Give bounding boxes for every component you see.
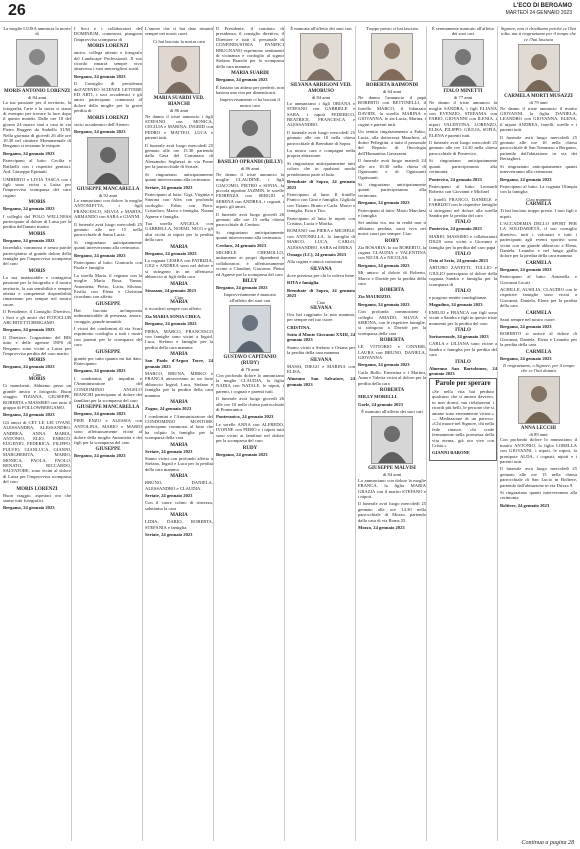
- portrait-icon: [88, 138, 128, 184]
- condolence-date: Bergamo, 24 gennaio 2023: [3, 364, 55, 370]
- condolence-name: MORIS: [28, 358, 46, 364]
- parole-per-sperare-box: [429, 378, 497, 460]
- condolence-text: Siamo vicini con profondo affetto a Stefano, Ingrid e Luca per la perdita della cara mamma: [145, 455, 213, 472]
- column-divider: [355, 26, 356, 841]
- portrait-icon: [230, 111, 270, 157]
- deceased-age: di 86 anni: [169, 108, 189, 114]
- condolence-date: Seriate, 24 gennaio 2023: [145, 532, 193, 537]
- issue-date: MARTEDÌ 24 GENNAIO 2023: [505, 10, 572, 16]
- column-divider: [213, 26, 214, 841]
- deceased-age: di 76 anni: [240, 367, 260, 373]
- obituary-text: Il funerale avrà luogo mercoledì 25 gennaio alle ore 14.30 nella parrocchiale di Mozzo, partendo dalla casa di via Roma 25.: [358, 501, 426, 523]
- obituary-column-4: [216, 26, 284, 844]
- condolence-name: ROBY: [384, 238, 400, 244]
- obituary-date: Boltiere, 24 gennaio 2023: [500, 502, 550, 508]
- condolence-name: ROBERTA: [379, 388, 405, 394]
- obituary-text: Si ringraziano quanti interverranno alla cerimonia.: [500, 489, 577, 501]
- obituary-text: Con profondo dolore lo annunciano la moglie CLAUDIA, la figlia NADIA con NATALE, le nipoti, i parenti, i cognati e parenti tutti.: [216, 372, 284, 394]
- deceased-name: CARMELA MORTI MUSAZZI: [504, 94, 573, 100]
- condolence-name: MARIA: [170, 442, 188, 448]
- deceased-name: MORIS ANTONIO LORENZI: [3, 88, 71, 94]
- condolence-text: Zia ROSARIA, lo zio ROBERTO, la cugina CLAUDIA e VALENTINA con NICOLA e NICOLAS.: [358, 244, 426, 261]
- obituary-date: Mozzo, 24 gennaio 2023: [358, 524, 405, 530]
- obituary-text: Lo annunciano con dolore la moglie ANTONIETTA, i figli FRANCESCO, SILVIA e MARTA, ARMANDO con SARA e GIANNI.: [74, 197, 142, 220]
- announcement-intro: Improvvisamente ci ha lasciati il nostro caro: [220, 97, 280, 108]
- obituary-date: Credaro, 24 gennaio 2023: [216, 242, 267, 248]
- condolence-name: MORIS LORENZI: [16, 486, 58, 492]
- condolence-text: Ciao: [316, 300, 326, 306]
- obituary-column-2: [74, 26, 142, 844]
- condolence-signature: RITA e famiglia.: [287, 280, 320, 286]
- condolence-text: La sorella Maria, il cognato con la moglie Maria Rosa, Vanna, Antonietta, Pietro, Lucia, Silvana, Ersilia con Elena e Christian ricordano con affetto: [74, 272, 142, 300]
- condolence-text: ti ricorderò sempre con affetto.: [145, 306, 202, 312]
- condolence-text: Il Presidente, il comitato di presidenza, il consiglio direttivo, il Direttore e tutti il personale di CONFINDUSTRIA PANIFICI BRUGNANO esprimono sentimenti di vicinanza e cordoglio al signor Stefano Bianchi per la scomparsa della cara mamma: [216, 26, 284, 69]
- condolence-name: CARMELA: [525, 349, 552, 355]
- obituary-text: Il funerale avrà luogo martedì 24 alle ore 10.30 nella chiesa di Ognissanti e di Ognissanti Ognissanti.: [358, 158, 426, 180]
- obituary-date: Brembate di Sopra, 24 gennaio 2023: [287, 179, 355, 190]
- condolence-name: SILVANA: [310, 305, 332, 311]
- condolence-name: MARIA: [170, 513, 188, 519]
- condolence-text: e porgono sentite condoglianze.: [429, 295, 488, 300]
- deceased-age: di 84 anni: [382, 472, 402, 478]
- deceased-age: di 86 anni: [240, 166, 260, 172]
- condolence-text: ROBERTO si unisce al dolore di Giovanni, Daniela, Elena e Leandro per la perdita della cara: [500, 331, 577, 348]
- page-header: [0, 0, 580, 22]
- condolence-name: SILVANA: [310, 357, 332, 363]
- page-number: 26: [8, 2, 26, 19]
- obituary-text: Ne danno il triste annuncio la moglie CLAUDINE, i figli GIACOMO, PIETRO e SONIA, la piccola nipotine JAZMIN, le sorelle FIORENZA con SERGIO e SERENA con ANDREA, i cognati, i nipoti, gli amici.: [216, 171, 284, 210]
- obituary-verse: L'amore che ci hai dato rimarrà sempre nei nostri cuori.: [145, 26, 213, 37]
- condolence-date: San Paolo d'Argon Torre, 24 gennaio 2023: [145, 358, 213, 369]
- condolence-text: I colleghi del POLO WELLNESS partecipano al dolore di Luisa per la perdita dell'amato marito: [3, 213, 71, 230]
- newspaper-name: L'ECO DI BERGAMO: [513, 3, 572, 9]
- condolence-date: Stezzano, 24 gennaio 2023: [145, 287, 197, 293]
- condolence-name: ROBERTA: [379, 288, 405, 294]
- portrait-photo: [229, 110, 271, 158]
- condolence-date: Bergamo, 24 gennaio 2023: [3, 327, 55, 333]
- portrait-photo: [371, 33, 413, 81]
- obituary-text: Il funerale avrà luogo mercoledì 25 gennaio alle ore 10 nella chiesa parrocchiale di San Tommaso a Bergamo, partendo dall'abitazione in via dei Bersaglieri.: [500, 134, 577, 162]
- condolence-date: Zogno, 24 gennaio 2023: [145, 406, 192, 412]
- obituary-column-8: [500, 26, 577, 831]
- condolence-date: Sotto il Monte Giovanni XXIII, 24 gennaio 2023: [287, 332, 355, 343]
- obituary-text: Il funerale avrà luogo giovedì 26 alle ore 10 nella chiesa parrocchiale di Ponteranica.: [216, 396, 284, 413]
- condolence-date: Orio al Serio, 24 gennaio 2023: [429, 257, 488, 263]
- condolence-text: MICHELE CHEMOLLO, unitamente ai propri dipendenti e collaboratori, è affettuosamente vicino a Claudine, Giacomo, Pietra ed Agnese per la scomparsa del caro: [216, 249, 284, 277]
- condolence-date: Bergamo, 24 gennaio 2023: [358, 301, 410, 307]
- condolence-date: Seriate, 24 gennaio 2023: [145, 492, 193, 498]
- condolence-text: Con profonda commozione i colleghi AMADO, SILVIA e SIMONA, con le rispettive famiglie, si stringono a Davide per la scomparsa della cara: [358, 309, 426, 336]
- condolence-text: grande per tutto quanto mi hai dato. Partecipano:: [74, 355, 142, 367]
- condolence-date: Pontevico, 24 gennaio 2023: [429, 226, 482, 232]
- condolence-date: Almenno San Salvatore, 24 gennaio 2023: [287, 376, 355, 387]
- condolence-list: Partecipano al lutto: Il fratello Franco con Gino e famiglia. Gigliola con Tiziano. Bruno e Carla. Marco e famiglia. Ezio e Tito.: [287, 191, 355, 214]
- obituary-text: Si ringraziano anticipatamente quanti interverranno alla cerimonia.: [145, 171, 213, 183]
- condolence-text: I condomini, gli inquilini e l'Amministratore del CONDOMINIO ANGELO BIANCHI partecipano al dolore dei familiari per la scomparsa del caro: [74, 375, 142, 403]
- portrait-photo: [158, 46, 200, 94]
- condolence-date: Bergamo, 24 gennaio 2023: [74, 453, 126, 459]
- obituary-text: Con profondo dolore lo annunciano il marito ANTONIO, la figlia LORELLA con GIOVANNI, i nipoti, le nipoti, la pronipote ALDA, i cognati, nipoti e i parenti tutti.: [500, 437, 577, 464]
- condolence-text: BRUNO, DANIELA, ALESSANDRO e CLAUDIA.: [145, 480, 213, 491]
- condolence-list: Partecipano al lutto: Mario Marchesi e famiglia: [358, 207, 426, 218]
- condolence-date: Bergamo, 24 gennaio 2023: [3, 412, 55, 418]
- condolence-text: socio accademico dell'Ateneo.: [74, 121, 130, 127]
- condolence-text: Sarai sempre nel nostro cuore.: [500, 316, 556, 322]
- condolence-text: MARIO, MASSIMO e collaboratori DIGIS sono vicini a Giovanni e famiglia per la perdita del caro papà: [429, 233, 497, 250]
- condolence-date: Bergamo, 24 gennaio 2023: [500, 266, 552, 272]
- condolence-text: LE VITTORIO e CINNERI, LAURA con BRUNO, DANIELA, GIOVANNA: [358, 344, 426, 361]
- condolence-text: PIERA, MARCO, FRANCESCO con famiglie sono vicini a Ingrid, Luca, Stefano e famiglie per la perdita della cara mamma: [145, 328, 213, 350]
- column-divider: [71, 26, 72, 841]
- condolence-text: Sei andata via, ma in realtà non ti abbiamo perduta, sarai viva nei nostri cuori per sempre. Ciao: [358, 220, 426, 237]
- condolence-name: SILVANA: [310, 266, 332, 272]
- condolence-name: MARIA: [170, 400, 188, 406]
- condolence-text: MARCO, BRUNA, MIRKO e FRANCA attraversano in un forte abbraccio Ingrid, Luca, Stefano e famiglia per la perdita della cara mamma: [145, 371, 213, 398]
- condolence-date: Bergamo, 24 gennaio 2023: [500, 355, 552, 361]
- masthead: [506, 3, 572, 17]
- deceased-name: MARIA SUARDI VED. BIANCHI: [153, 96, 205, 108]
- condolence-name: MORIS: [28, 377, 46, 383]
- obituary-column-3: [145, 26, 213, 844]
- condolence-signature: CRISTINA.: [287, 324, 311, 330]
- condolence-text: Ora hai raggiunto la mia mamma, per sempre nel tuo cuore.: [287, 311, 355, 323]
- condolence-name: ROBERTA: [379, 338, 405, 344]
- parole-text: «Se nella vita hai perduto qualcuno che ti amava davvero, tu non dormi, ma rielaborerai i ricordi più belli, le persone che si amano sono eternamente vicine.» — Meditazione di un parroco. «Chi muore nel Signore, chi nella fede rinasce, chi crede fermamente nella promessa della vita eterna, già ora vive con Cristo.»: [432, 388, 495, 448]
- obituary-text: Si ringraziano anticipatamente tutti coloro che in qualsiasi modo prenderanno parte al lutto.: [287, 160, 355, 177]
- condolence-date: Bergamo, 24 gennaio 2023: [74, 410, 126, 416]
- condolence-list: Partecipano al lutto: La cognata Olimpia con la famiglia: [500, 183, 577, 195]
- condolence-name: MARIA SUARDI: [231, 71, 269, 77]
- obituary-text: Si ringraziano anticipatamente quanti interverranno alla cerimonia.: [216, 229, 284, 241]
- deceased-age: di 79 anni: [529, 100, 548, 106]
- condolence-name: ITALO: [455, 251, 471, 257]
- parole-title: Parole per sperare: [435, 379, 491, 388]
- condolence-name: ITALO: [455, 328, 471, 334]
- obituary-date: Ponteranica, 24 gennaio 2023: [216, 414, 274, 420]
- portrait-photo: [87, 137, 129, 185]
- obituary-text: Si ringraziano anticipatamente quanti parteciperanno alla cerimonia.: [358, 181, 426, 198]
- condolence-text: CARLA e LILIANA sono vicine a Sandra e famiglia per la perdita del caro: [429, 341, 497, 358]
- announcement-intro: È serenamente mancato all'affetto dei suoi cari: [431, 26, 495, 37]
- condolence-text: ACHILLE, AUSILIA, CLAUDIO con le rispettive famiglie sono vicini a Giovanni, Daniela, Elena per la perdita della cara: [500, 287, 577, 309]
- condolence-text: Mi unisco al dolore di Roberto, Marco e Davide per la perdita della cara: [358, 270, 426, 286]
- deceased-name: GUSTAVO CAPITANIO (RUDY): [223, 355, 277, 367]
- obituary-text: Il funerale avrà luogo mercoledì 25 gennaio alle ore 15 nella chiesa parrocchiale di San Lucio in Boltiere, partendo dall'abitazione in via Drizza 9.: [500, 466, 577, 488]
- portrait-photo: [229, 305, 271, 353]
- condolence-text: UMBERTO e LIVIA TASCA con i figli sono vicini a Luisa per l'improvvisa scomparsa del caro cugino: [3, 176, 71, 198]
- condolence-date: Osnago (LC), 24 gennaio 2023: [287, 251, 347, 257]
- obituary-text: Ne danno il triste annuncio i figli STEFANO con MONICA, CECILIA e MARINA, INGRID con PEDRO e MATTEO, LUCA e parenti tutti.: [145, 113, 213, 141]
- obituary-text: Il funerale avrà luogo mercoledì 25 gennaio alle ore 14.30 nella chiesa parrocchiale di Pontevico.: [429, 140, 497, 156]
- parole-signature: GIANNI BARONE: [432, 450, 470, 456]
- condolence-name: RUDY: [242, 445, 258, 451]
- condolence-name: CARMELA: [525, 310, 552, 316]
- obituary-column-5: [287, 26, 355, 844]
- deceased-name: ROBERTA RAIMONDI: [365, 83, 419, 89]
- condolence-text: Il Direttore, l'organismo del BIS tutto e delle agenzie INPS di Bergamo sono vicini a Luisa per l'improvvisa perdita del caro marito: [3, 334, 71, 357]
- obituary-date: Seriate, 24 gennaio 2023: [145, 184, 193, 190]
- condolence-text: Il Consiglio di presidenza dell'ATENEO SCIENZE LETTERE ED ARTI, i soci accademici e gli amici partecipano commossi al dolore della moglie per la grave perdita di: [74, 81, 142, 114]
- condolence-name: BILLY: [242, 279, 258, 284]
- condolence-date: Bergamo, 24 gennaio 2023: [216, 285, 268, 290]
- condolence-signature: Zio MAURIZIO.: [358, 294, 392, 300]
- condolence-text: ARTURO ZANETTI, TULLIO e GIULIO partecipano al dolore della cognata Sandra e famiglia per la scomparsa di: [429, 265, 497, 287]
- condolence-name: MORIS: [28, 268, 46, 274]
- condolence-name: MORIS LORENZI: [87, 115, 129, 121]
- condolence-text: I vicini dei condomini di via Scuri esprimono cordoglio a tutti i nostri con parenti per la scomparsa del caro: [74, 326, 142, 348]
- portrait-photo: [518, 44, 560, 92]
- obituary-text: La nostra cara e compagna nella propria abitazione.: [287, 148, 355, 159]
- deceased-name: BASILIO OPRANDI (BILLY): [217, 160, 283, 166]
- condolence-name: MORIS: [28, 200, 46, 206]
- condolence-text: Gli amici di CET LE LEI OVANI, ALESSANDRA, ALESSANDRO, ANDREA, ANNA MARIA, ANTONIO, ELIO, ENRICO, EUGENIO, FEDERICA, FILIPPO, FULVIO, GIANLUCA, GIANNI, MARGHERITA, MARIO, MONICA, PAOLA, PAOLO, RENATO, RICCARDO, SALVATORE, sono vicini al dolore di Luisa per l'improvvisa scomparsa del caro: [3, 419, 71, 485]
- condolence-name: GIUSEPPE: [95, 301, 121, 307]
- condolence-list: Partecipano al lutto: Gigi, Virginia e Simona con Alex con profondo cordoglio. Fabio con Piera. Cristoforo, Marco e famiglia. Nonna Agnese e famiglia.: [145, 191, 213, 219]
- condolence-text: Siamo vicini a Stefano e Oriana per la perdita della cara mamma: [287, 344, 355, 356]
- deceased-name: GIUSEPPE MANCARELLA: [76, 186, 140, 192]
- condolence-name: CARMELA: [525, 202, 552, 208]
- condolence-date: Bergamo, 24 gennaio 2023: [358, 362, 410, 368]
- condolence-text: Alla cugina e amica carissima: [287, 259, 343, 265]
- portrait-icon: [519, 377, 559, 423]
- obituary-text: Si ringraziano anticipatamente quanti interverranno alla cerimonia.: [74, 239, 142, 251]
- condolence-text: Con il cuore colmo di tristezza, salutiamo la cara: [145, 500, 213, 511]
- obituary-text: Si ringraziano anticipatamente quanti parteciperanno alla cerimonia.: [429, 158, 497, 175]
- condolence-date: Sorisoreasole, 24 gennaio 2023: [429, 334, 489, 340]
- deceased-name: SILVANA ARRIGONI VED. AMORUSO: [290, 83, 352, 95]
- obituary-verse: Signore, non ti chiediamo perché ce l'hai tolta, ma ti ringraziamo per il tempo che ce l'hai lasciata: [500, 26, 577, 42]
- column-divider: [426, 26, 427, 841]
- obituary-text: Ne danno l'annuncio il papà ROBERTO con BETTINELLI, il fratello MARCO, il fidanzato DAVIDE, la sorella MARINA e GIOVANNA, le zie Lucia, Marina, i cugini e parenti tutti.: [358, 94, 426, 127]
- portrait-icon: [301, 34, 341, 80]
- condolence-date: Bergamo, 24 gennaio 2023: [216, 451, 268, 457]
- condolence-list: Partecipano al lutto: Cecilia e Raffaelli con i rispettivi genitori. Ard. Giuseppe Epimatti: [3, 158, 71, 175]
- condolence-text: La cognata CESIRA con PATRIZIA, GIGI e ANDREA sono nel dolore e si stringono in un affettuoso abbraccio ai figli della cara: [145, 257, 213, 280]
- condolence-date: Bergamo, 24 gennaio 2023: [216, 77, 268, 83]
- condolence-name: MORIS LORENZI: [87, 44, 129, 50]
- obituary-date: Bergamo, 24 gennaio 2023: [3, 150, 55, 156]
- condolence-name: MORIS: [28, 231, 46, 237]
- condolence-name: GIUSEPPE: [95, 447, 121, 453]
- condolence-text: L'ACCADEMIA DELLO SPORT PER LA SOLIDARIETÀ, il suo consiglio direttivo, tutti i volontari e tutti i partecipanti agli eventi sportivi sono vicini con un grande abbraccio a Elena, Daniela, Leandro e nel lungo giallo dolore per la perdita della cara mamma: [500, 220, 577, 259]
- condolence-text: Incredulii, commossi e senza parole partecipiamo al grande dolore della famiglia per l'improvvisa scomparsa del caro: [3, 245, 71, 267]
- condolence-text: Ti hai lasciato troppo presto. I tuoi figli e nipoti.: [500, 208, 577, 219]
- condolence-date: Gorle, 24 gennaio 2023: [358, 401, 403, 407]
- obituary-text: Ne danno il triste annuncio il marito GIOVANNI, la figlia DANIELA, LEANDRO con GIOVANNA, ELENA, il nipote ANDREA, fratelli, sorelle e i parenti tutti.: [500, 105, 577, 133]
- obituary-column-1: [3, 26, 71, 844]
- condolence-date: Bergamo, 24 gennaio 2023: [3, 505, 55, 511]
- obituary-text: Il funerale avrà luogo mercoledì 25 gennaio alle ore 10 nella chiesa parrocchiale di Brembate di Sopra.: [287, 129, 355, 146]
- condolence-name: ITALO: [455, 289, 471, 294]
- column-divider: [284, 26, 285, 841]
- condolence-list: Partecipano al lutto: Antonella e Giovanni Locati: [500, 274, 577, 285]
- obituary-text: Il funerale avrà luogo mercoledì 25 gennaio alle ore 15.30 partendo dalla Casa del Commiato di Alessandro Seghezzi in via Ponte per la parrocchiale di Seriate.: [145, 142, 213, 170]
- condolence-text: PIER ENZO e ALESSIA con ANTOLINA, MARIO e MARIO sono affettuosamente vicini al dolore della moglie Antonietta e dei figli per la scomparsa del caro: [74, 418, 142, 445]
- continued-on-page-link[interactable]: Continua a pagina 28: [521, 840, 574, 846]
- column-divider: [142, 26, 143, 841]
- deceased-name: GIUSEPPE MALVISI: [368, 466, 416, 472]
- portrait-icon: [519, 45, 559, 91]
- condolence-name: GIUSEPPE MANCARELLA: [76, 404, 140, 410]
- condolence-text: LIDIA, DARIO, ROBERTA, STEFANIA e famiglia.: [145, 519, 213, 530]
- condolence-date: Bergamo, 24 gennaio 2023: [145, 321, 197, 327]
- condolence-text: Ciao: [32, 371, 42, 377]
- deceased-age: di 84 anni: [311, 95, 331, 101]
- condolence-text: EMILIO e FRANCA con figli sono vicini a Sandra e figli in questo triste momento per la perdita del caro: [429, 309, 497, 326]
- condolence-name: MARIA: [170, 281, 188, 287]
- portrait-photo: [442, 39, 484, 87]
- deceased-age: di 77 anni: [453, 94, 473, 100]
- portrait-icon: [372, 34, 412, 80]
- condolence-date: Bergamo, 24 gennaio 2023: [500, 324, 552, 330]
- condolence-text: ROMANO con PIERA e MICHELE con ANTONELLA, la famiglia di MARCO, LUCA, CARLO, ALESSANDRO, SARA ed ERIKA: [287, 228, 355, 250]
- condolence-date: Seriate, 24 gennaio 2023: [145, 448, 193, 454]
- condolence-text: La sua instancabile e contagiosa passione per la fotografia e il nostro territorio, la sua sensibilità e sempre attenta e competente disponibilità rimarranno per sempre nel nostro cuore.: [3, 274, 71, 307]
- condolence-text: Ci mancherai. Abbiamo perso un grande amico e fotografo. Buon viaggio. TIZIANA, GIUSEPPE, ROBERTA e MASSIMO con tutto il gruppo di FOLLOWBERGAMO.: [3, 383, 71, 410]
- portrait-photo: [371, 416, 413, 464]
- obituary-verse: È bastato un attimo per perderti, non bastera una vita per dimenticarti.: [216, 84, 284, 96]
- condolence-name: ITALO: [455, 359, 471, 365]
- condolence-date: Bergamo, 24 gennaio 2023: [3, 237, 55, 243]
- condolence-name: GIUSEPPE: [95, 349, 121, 355]
- condolence-text: Tua sorella ANGELA con GABRIELLA, NOEMI, NICO e gli altri vicini ai nipoti per la perdita della cara: [145, 220, 213, 243]
- obituary-date: Bergamo, 24 gennaio 2023: [500, 176, 552, 182]
- announcement-intro: Improvvisamente è mancato all'affetto dei suoi cari: [223, 292, 277, 303]
- obituary-text: Un sentito ringraziamento a Fabio, Lucia, alla dottoressa Manchesi, al dottor Pellegrini, a tutto il personale del Reparto di Oncologia dell'Humanitas Gavazzeni.: [358, 129, 426, 156]
- condolence-text: amico, collega attento e fotografo del Landscape Professional. Il suo ricordo rimarrà sempre vivo attraverso i suoi meravigliosi scatti.: [74, 50, 142, 72]
- obituary-verse: Ti ringraziamo, o Signore, per il tempo che ce l'hai donata: [502, 363, 575, 374]
- portrait-photo: [300, 33, 342, 81]
- obituary-date: Pontevico, 24 gennaio 2023: [429, 176, 482, 182]
- condolence-text: Il Presidente, il Consiglio Direttivo, i Soci e gli amici del FOTOCLUB ARCHITETTI BERGAMO: [3, 309, 71, 326]
- deceased-age: di 89 anni: [529, 431, 548, 437]
- condolence-date: Bergamo, 24 gennaio 2023: [74, 129, 126, 135]
- condolence-signature: MILLY MORELLI.: [358, 394, 398, 400]
- obituary-date: Bergamo, 24 gennaio 2023: [74, 252, 126, 258]
- condolence-name: MARIA: [170, 244, 188, 250]
- obituary-text: Il funerale avrà luogo mercoledì 25 gennaio alle ore 15 nella parrocchiale di Santa Lucia.: [74, 221, 142, 238]
- portrait-icon: [17, 40, 57, 86]
- portrait-icon: [372, 417, 412, 463]
- condolence-text: Hai lasciato un'impronta indimenticabile di presenza, amore, coraggio, grande umanità.: [74, 307, 142, 324]
- obituary-column-7: [429, 26, 497, 844]
- obituary-text: Ne danno il triste annuncio la moglie SANDRA, i figli ELIANA con EVENZIO, STEFANIA con FABIO, GIOVANNI con ILENIA, i nipoti VALENTINA, LORENZO, ELISA, FILIPPO, GIULIA, SOFIA, ELENA e parenti tutti.: [429, 100, 497, 138]
- condolence-name: MARIA: [170, 352, 188, 358]
- condolence-text: I condomini e l'Amministratore del CONDOMINIO MONTORE partecipano commossi al lutto che ha colpito la famiglia per la scomparsa della cara: [145, 413, 213, 441]
- portrait-icon: [159, 47, 199, 93]
- condolence-text: I Soci e i collaboratori del DOMINIUM, commossi, piangono l'improvvisa scomparsa di: [74, 26, 142, 42]
- condolence-text: Ciao mamma: [526, 196, 551, 202]
- condolence-list: Partecipano al lutto le nipoti con Cristina, Lucia e Marika.: [287, 215, 355, 226]
- condolence-date: Bergamo, 24 gennaio 2023: [74, 73, 126, 79]
- portrait-icon: [443, 40, 483, 86]
- condolence-name: MARIA: [170, 300, 188, 306]
- condolence-signature: Zia MARIA SONIA CIREA.: [145, 313, 202, 319]
- column-divider: [497, 26, 498, 841]
- condolence-name: MARIA: [170, 474, 188, 480]
- condolence-date: Magadino, 24 gennaio 2023: [429, 302, 483, 308]
- portrait-icon: [230, 306, 270, 352]
- deceased-age: di 84 anni: [27, 94, 47, 100]
- deceased-name: ITALO MINETTI: [443, 88, 483, 94]
- announcement-intro: È mancato all'affetto dei suoi cari: [361, 408, 423, 414]
- condolence-text: I fratelli FRANCO, DANIELE e FABRIZIO con le rispettive famiglie si stringono nel dolore alla sorella Sandra per la perdita del caro: [429, 196, 497, 218]
- condolence-name: CARMELA: [525, 260, 552, 266]
- portrait-photo: [518, 376, 560, 424]
- obituary-date: Bergamo, 24 gennaio 2023: [358, 200, 410, 206]
- announcement-intro: È mancata all'affetto dei suoi cari: [290, 26, 352, 31]
- condolence-list: Partecipano al lutto: Giancarlo con Paola e famiglia: [74, 259, 142, 271]
- condolence-text: dove preziosa per chi la voleva bene.: [287, 272, 355, 278]
- condolence-list: Partecipano al lutto: Leonardi Roberta con Giovanni e Michael: [429, 183, 497, 195]
- deceased-name: ANNA LECCHI: [520, 425, 557, 431]
- condolence-text: MASSI, DIEGO e MARINA con ELISA.: [287, 363, 355, 375]
- announcement-intro: Ci hai lasciato la nostra cara: [153, 38, 205, 44]
- portrait-photo: [16, 39, 58, 87]
- condolence-text: Ciao: [174, 295, 184, 300]
- condolence-text: Buon viaggio, aspettaci ora che siamo tutti fotografici.: [3, 492, 71, 503]
- obituary-text: Lo annunciano i figli ORIANA e STEFANO con GABRIELE e SARA, i nipoti FEDERICO, BEATRICE, FRANCESCA e ALESSANDRO.: [287, 100, 355, 128]
- condolence-date: Bergamo, 24 gennaio 2023: [74, 368, 126, 374]
- condolence-date: Bergamo, 24 gennaio 2023: [3, 206, 55, 212]
- announcement-intro: Troppo presto ci hai lasciato: [365, 26, 419, 31]
- condolence-date: Almenno San Bartolomeo, 24 gennaio 2023: [429, 365, 497, 377]
- condolence-date: Bergamo, 24 gennaio 2023: [358, 262, 410, 268]
- obituary-text: La tua passione per il territorio, la fotografia, l'arte e la storia ci siano di esempio per trovare la luce dopo il questo mondo. Dalle ore 18 del giorno 24 marzo sarà a casa in via Pietro Ruggeri da Stabello 31/M. Nella giornata di giovedì 26 alle ore 10.30 nel cimitero Monumentale di Bergamo si terranno le esequie.: [3, 100, 71, 149]
- obituary-text: Lo annunciano con dolore la moglie FRANCA, la figlia MARIA GRAZIA con il marito STEFANO e i nipoti.: [358, 477, 426, 499]
- deceased-age: di 64 anni: [382, 89, 402, 95]
- obituary-column-6: [358, 26, 426, 844]
- announcement-intro: La moglie LUISA annuncia la morte di: [3, 26, 71, 37]
- condolence-text: Le sorelle ANNA con ALFREDO, IVONNE con PIERO e i nipoti tutti sono vicini ai familiari nel dolore per la scomparsa del caro: [216, 421, 284, 444]
- condolence-date: Brembate di Sopra, 24 gennaio 2023: [287, 287, 355, 298]
- condolence-text: Carlo Rollo, Ernestina e i Martini, Anna e Valeria vicini al dolore per la perdita della cara: [358, 369, 426, 386]
- deceased-age: di 92 anni: [98, 192, 118, 198]
- condolence-date: Bergamo, 24 gennaio 2023: [145, 250, 197, 256]
- obituary-text: Il funerale avrà luogo giovedì 26 gennaio alle ore 15 nella chiesa parrocchiale di Credaro.: [216, 211, 284, 228]
- obituary-text: Si ringraziano anticipatamente quanti interverranno alla cerimonia.: [500, 163, 577, 175]
- condolence-name: ITALO: [455, 220, 471, 226]
